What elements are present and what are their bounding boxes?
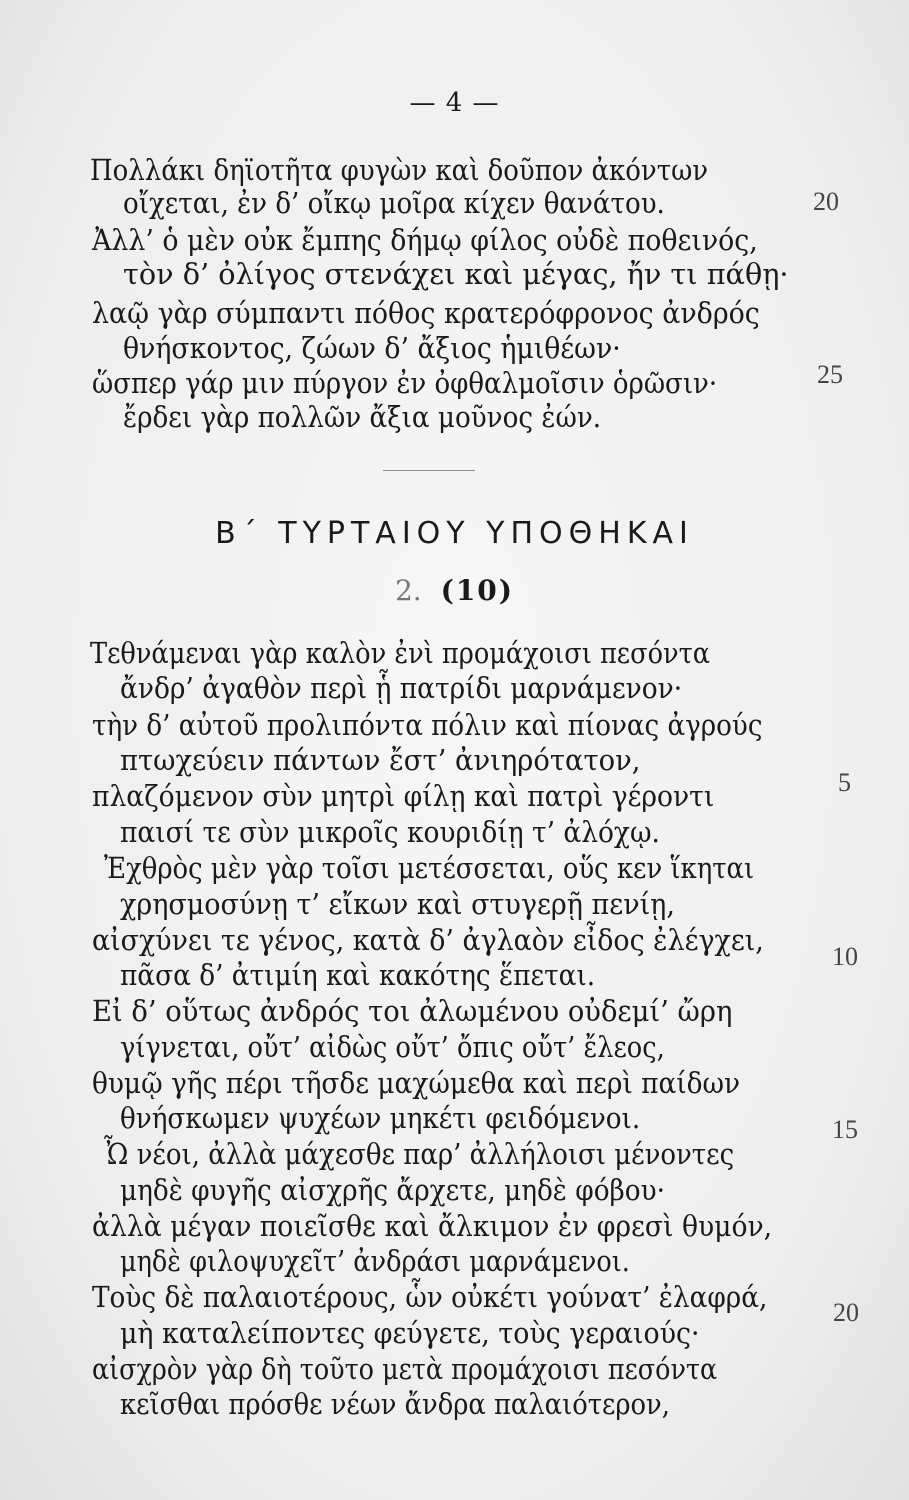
section-title: Β΄ ΤΥΡΤΑΙΟΥ ΥΠΟΘΗΚΑΙ	[215, 516, 694, 551]
fragment-reference: (10)	[440, 574, 515, 607]
line-number: 10	[832, 942, 858, 971]
verse-line: τὸν δ’ ὀλίγος στενάχει καὶ μέγας, ἤν τι πάθῃ·	[123, 257, 789, 291]
verse-line: μηδὲ φυγῆς αἰσχρῆς ἄρχετε, μηδὲ φόβου·	[120, 1173, 665, 1207]
verse-line: πᾶσα δ’ ἀτιμίη καὶ κακότης ἕπεται.	[120, 958, 596, 992]
verse-line: θυμῷ γῆς πέρι τῆσδε μαχώμεθα καὶ περὶ παίδων	[92, 1066, 741, 1100]
verse-line: ἄνδρ’ ἀγαθὸν περὶ ᾗ πατρίδι μαρνάμενον·	[120, 671, 683, 705]
verse-line: Ὦ νέοι, ἀλλὰ μάχεσθε παρ’ ἀλλήλοισι μένοντες	[104, 1137, 735, 1171]
verse-line: θνήσκωμεν ψυχέων μηκέτι φειδόμενοι.	[120, 1101, 641, 1135]
page-number: — 4 —	[409, 88, 500, 118]
verse-line: ἀλλὰ μέγαν ποιεῖσθε καὶ ἄλκιμον ἐν φρεσὶ θυμόν,	[92, 1209, 773, 1243]
verse-line: πτωχεύειν πάντων ἔστ’ ἀνιηρότατον,	[120, 743, 641, 777]
verse-line: παισί τε σὺν μικροῖς κουριδίῃ τ’ ἀλόχῳ.	[120, 815, 660, 849]
verse-line: γίγνεται, οὔτ’ αἰδὼς οὔτ’ ὄπις οὔτ’ ἔλεος,	[120, 1030, 665, 1064]
line-number: 20	[833, 1298, 859, 1327]
verse-line: ἔρδει γὰρ πολλῶν ἄξια μοῦνος ἐών.	[123, 400, 602, 434]
verse-line: Τοὺς δὲ παλαιοτέρους, ὧν οὐκέτι γούνατ’ ἐλαφρά,	[92, 1280, 768, 1314]
line-number: 15	[832, 1115, 858, 1144]
verse-line: Τεθνάμεναι γὰρ καλὸν ἐνὶ προμάχοισι πεσόντα	[90, 636, 711, 670]
fragment-heading	[0, 574, 909, 607]
verse-line: Εἰ δ’ οὕτως ἀνδρός τοι ἀλωμένου οὐδεμί’ ὤρη	[92, 994, 733, 1028]
verse-line: Πολλάκι δηϊοτῆτα φυγὼν καὶ δοῦπον ἀκόντων	[90, 153, 709, 187]
verse-line: λαῷ γὰρ σύμπαντι πόθος κρατερόφρονος ἀνδρός	[92, 296, 760, 330]
verse-line: Ἐχθρὸς μὲν γὰρ τοῖσι μετέσσεται, οὕς κεν ἵκηται	[104, 851, 755, 885]
line-number: 20	[813, 187, 839, 216]
verse-line: χρησμοσύνῃ τ’ εἴκων καὶ στυγερῇ πενίῃ,	[120, 887, 675, 921]
verse-line: ὥσπερ γάρ μιν πύργον ἐν ὀφθαλμοῖσιν ὁρῶσιν·	[92, 366, 718, 400]
verse-line: αἰσχύνει τε γένος, κατὰ δ’ ἀγλαὸν εἶδος ἐλέγχει,	[92, 923, 764, 957]
section-divider	[383, 470, 475, 471]
line-number: 5	[838, 768, 851, 797]
verse-line: τὴν δ’ αὐτοῦ προλιπόντα πόλιν καὶ πίονας ἀγρούς	[92, 708, 763, 742]
fragment-number: 2.	[394, 574, 422, 607]
verse-line: μὴ καταλείποντες φεύγετε, τοὺς γεραιούς·	[120, 1316, 700, 1350]
verse-line: θνήσκοντος, ζώων δ’ ἄξιος ἡμιθέων·	[123, 331, 621, 365]
verse-line: πλαζόμενον σὺν μητρὶ φίλῃ καὶ πατρὶ γέροντι	[92, 779, 715, 813]
verse-line: μηδὲ φιλοψυχεῖτ’ ἀνδράσι μαρνάμενοι.	[120, 1244, 630, 1278]
verse-line: οἴχεται, ἐν δ’ οἴκῳ μοῖρα κίχεν θανάτου.	[123, 186, 665, 220]
verse-line: Ἀλλ’ ὁ μὲν οὐκ ἔμπης δήμῳ φίλος οὐδὲ ποθεινός,	[92, 223, 758, 257]
verse-line: αἰσχρὸν γὰρ δὴ τοῦτο μετὰ προμάχοισι πεσόντα	[92, 1352, 718, 1386]
verse-line: κεῖσθαι πρόσθε νέων ἄνδρα παλαιότερον,	[120, 1387, 670, 1421]
line-number: 25	[817, 360, 843, 389]
